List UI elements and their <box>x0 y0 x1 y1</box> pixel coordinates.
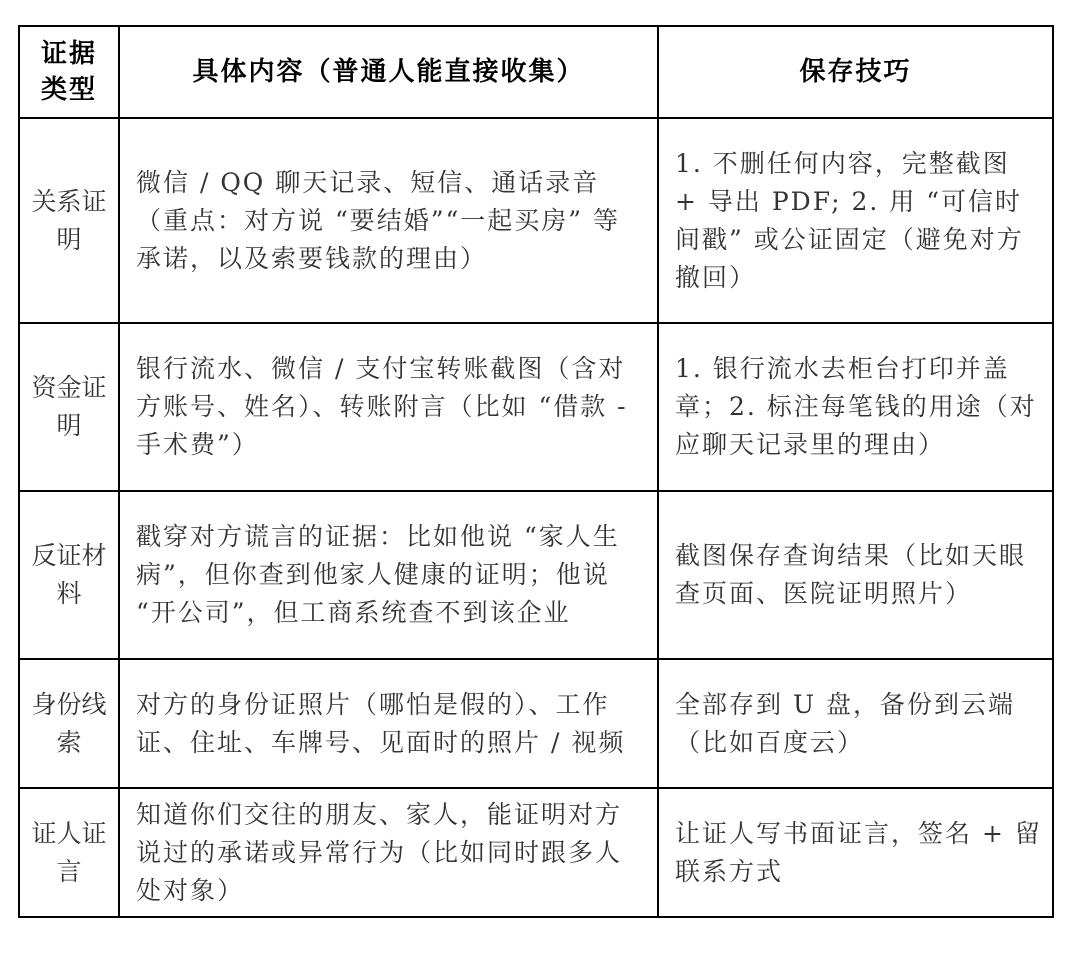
row-content: 对方的身份证照片（哪怕是假的）、工作证、住址、车牌号、见面时的照片 / 视频 <box>119 659 658 788</box>
header-content: 具体内容（普通人能直接收集） <box>119 26 658 118</box>
evidence-table <box>18 25 1054 918</box>
row-content: 银行流水、微信 / 支付宝转账截图（含对方账号、姓名）、转账附言（比如 “借款 - 手术费”） <box>119 323 658 491</box>
row-tip: 让证人写书面证言，签名 + 留联系方式 <box>658 788 1053 917</box>
table-row <box>19 118 1053 323</box>
table-row <box>19 788 1053 917</box>
row-evidence-type: 证人证言 <box>19 788 119 917</box>
row-content: 戳穿对方谎言的证据：比如他说 “家人生病”，但你查到他家人健康的证明；他说 “开公司”，但工商系统查不到该企业 <box>119 491 658 659</box>
table-row <box>19 323 1053 491</box>
row-tip: 1. 不删任何内容，完整截图 + 导出 PDF; 2. 用 “可信时间戳” 或公证固定（避免对方撤回） <box>658 118 1053 323</box>
row-content: 微信 / QQ 聊天记录、短信、通话录音（重点：对方说 “要结婚”“一起买房” 等承诺，以及索要钱款的理由） <box>119 118 658 323</box>
header-tips: 保存技巧 <box>658 26 1053 118</box>
table-row <box>19 659 1053 788</box>
row-tip: 截图保存查询结果（比如天眼查页面、医院证明照片） <box>658 491 1053 659</box>
row-tip: 全部存到 U 盘，备份到云端（比如百度云） <box>658 659 1053 788</box>
row-tip: 1. 银行流水去柜台打印并盖章；2. 标注每笔钱的用途（对应聊天记录里的理由） <box>658 323 1053 491</box>
table-row <box>19 491 1053 659</box>
row-evidence-type: 关系证明 <box>19 118 119 323</box>
table-header-row <box>19 26 1053 118</box>
row-evidence-type: 反证材料 <box>19 491 119 659</box>
row-evidence-type: 资金证明 <box>19 323 119 491</box>
row-evidence-type: 身份线索 <box>19 659 119 788</box>
row-content: 知道你们交往的朋友、家人，能证明对方说过的承诺或异常行为（比如同时跟多人处对象） <box>119 788 658 917</box>
header-evidence-type: 证据类型 <box>19 26 119 118</box>
